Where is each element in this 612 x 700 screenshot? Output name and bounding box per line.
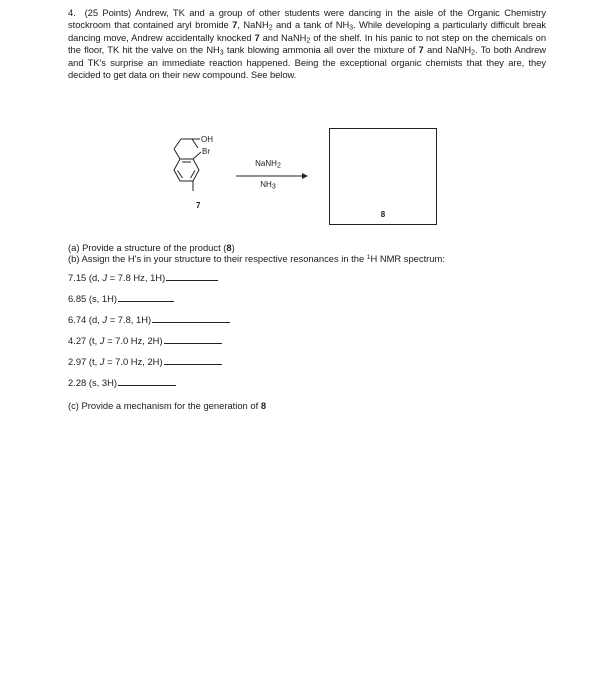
part-b-text: (b) Assign the H's in your structure to their respective resonances in the bbox=[68, 253, 367, 264]
compound-ref: 7 bbox=[232, 19, 238, 31]
question-text-part: and NaNH bbox=[259, 31, 307, 43]
br-bond bbox=[193, 152, 201, 159]
reagent-top bbox=[236, 159, 300, 168]
answer-blank[interactable] bbox=[164, 356, 222, 365]
oh-label: OH bbox=[201, 135, 213, 144]
nmr-signal-text: = 7.0 Hz, 2H) bbox=[104, 356, 163, 367]
question-number: 4. bbox=[68, 7, 76, 18]
nmr-signal-text: = 7.0 Hz, 2H) bbox=[104, 335, 163, 346]
nmr-signal bbox=[68, 377, 176, 388]
coupling-constant-symbol: J bbox=[102, 314, 108, 325]
part-a bbox=[68, 242, 235, 253]
product-answer-box[interactable] bbox=[329, 128, 437, 225]
coupling-constant-symbol: J bbox=[99, 356, 105, 367]
double-bond bbox=[191, 171, 196, 179]
coupling-constant-symbol: J bbox=[102, 272, 108, 283]
nmr-signal-text: 6.74 (d, bbox=[68, 314, 103, 325]
nmr-signal-text: 4.27 (t, bbox=[68, 335, 100, 346]
nmr-signal-text: 2.97 (t, bbox=[68, 356, 100, 367]
nmr-signal-text: 2.28 (s, 3H) bbox=[68, 377, 117, 388]
subscript: 2 bbox=[276, 162, 281, 170]
answer-blank[interactable] bbox=[118, 377, 176, 386]
answer-blank[interactable] bbox=[118, 293, 174, 302]
answer-blank[interactable] bbox=[166, 272, 218, 281]
compound-ref: 7 bbox=[254, 31, 260, 43]
nmr-signal-text: = 7.8, 1H) bbox=[107, 314, 152, 325]
question-text-part: and a tank of NH bbox=[272, 19, 350, 31]
subscript: 2 bbox=[306, 37, 311, 45]
br-label: Br bbox=[202, 147, 210, 156]
question-text-part: of the shelf. In his panic to not step on the chemicals on the floor, TK hit the valve on the NH bbox=[68, 31, 546, 56]
reaction-arrow bbox=[236, 173, 308, 179]
subscript: 2 bbox=[471, 49, 475, 57]
question-text-part: . While developing a particularly difficult break dancing move, Andrew accidentally knocked bbox=[68, 19, 547, 43]
part-a-text: (a) Provide a structure of the product ( bbox=[68, 242, 227, 253]
superscript: 1 bbox=[366, 254, 371, 261]
part-a-text-end: ) bbox=[231, 242, 235, 253]
question-text-part: and NaNH bbox=[423, 44, 472, 56]
question-text-part: tank blowing ammonia all over the mixture of bbox=[223, 44, 419, 56]
product-label-8: 8 bbox=[380, 210, 386, 219]
structure-drawing bbox=[160, 124, 230, 219]
question-text bbox=[68, 7, 546, 81]
nmr-signal bbox=[68, 356, 222, 367]
nmr-signal bbox=[68, 314, 230, 325]
reaction-scheme bbox=[160, 124, 450, 229]
question-points: (25 Points) bbox=[84, 7, 132, 18]
compound-7-structure bbox=[160, 124, 230, 219]
subscript: 3 bbox=[219, 49, 224, 57]
nmr-signal bbox=[68, 272, 218, 283]
nmr-signal bbox=[68, 335, 222, 346]
coupling-constant-symbol: J bbox=[99, 335, 105, 346]
reagent-nanh2: NaNH bbox=[255, 159, 277, 168]
subscript: 2 bbox=[268, 24, 273, 32]
chain-bond bbox=[192, 139, 198, 148]
reagent-nh3: NH bbox=[260, 180, 272, 189]
nmr-signal-text: = 7.8 Hz, 1H) bbox=[107, 272, 166, 283]
nmr-signal-text: 6.85 (s, 1H) bbox=[68, 293, 117, 304]
question-text-part: . To both Andrew and TK's surprise an immediate reaction happened. Being the exceptional organic chemists that they are, they decided to get data on their new compound. See below. bbox=[68, 44, 546, 81]
part-b bbox=[68, 253, 445, 264]
subscript: 3 bbox=[349, 24, 354, 32]
part-b-text-end: H NMR spectrum: bbox=[370, 253, 445, 264]
part-a-compound: 8 bbox=[226, 242, 232, 253]
part-c bbox=[68, 400, 266, 411]
part-c-text: (c) Provide a mechanism for the generation of bbox=[68, 400, 261, 411]
question-text-part: Andrew, TK and a group of other students were dancing in the aisle of the Organic Chemistry stockroom that contained aryl bromide bbox=[68, 7, 546, 31]
part-c-compound: 8 bbox=[260, 400, 267, 411]
answer-blank[interactable] bbox=[152, 314, 230, 323]
answer-blank[interactable] bbox=[164, 335, 222, 344]
question-text-part: , NaNH bbox=[237, 19, 269, 31]
nmr-signal-text: 7.15 (d, bbox=[68, 272, 103, 283]
reagent-bottom bbox=[236, 180, 300, 189]
subscript: 3 bbox=[271, 183, 276, 191]
compound-label-7: 7 bbox=[196, 201, 201, 210]
chain-bond bbox=[174, 139, 181, 149]
nmr-signal bbox=[68, 293, 174, 304]
chain-bond bbox=[174, 149, 180, 159]
compound-ref: 7 bbox=[418, 44, 424, 56]
